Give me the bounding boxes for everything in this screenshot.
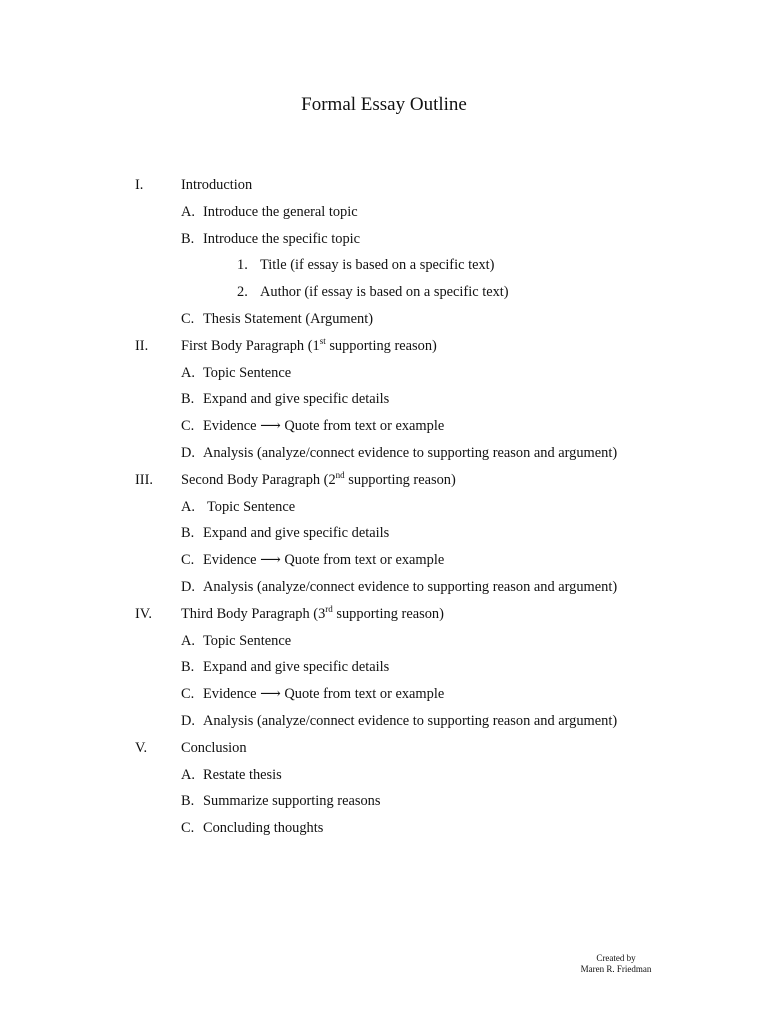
item-text: Topic Sentence: [203, 364, 292, 381]
author-credit: [560, 953, 672, 975]
outline-item: [0, 762, 768, 789]
outline-item: [0, 520, 768, 547]
item-letter: C.: [181, 820, 195, 837]
item-letter: A.: [181, 498, 195, 515]
outline-item: [0, 628, 768, 655]
outline-item: [0, 360, 768, 387]
item-letter: A.: [181, 632, 195, 649]
item-letter: C.: [181, 310, 195, 327]
outline-item: [0, 306, 768, 333]
outline-subitem: [0, 252, 768, 279]
item-text: Expand and give specific details: [203, 525, 390, 542]
item-text: Analysis (analyze/connect evidence to supporting reason and argument): [203, 578, 618, 595]
outline-item: [0, 494, 768, 521]
outline-item: [0, 681, 768, 708]
item-letter: B.: [181, 525, 195, 542]
outline-item: [0, 788, 768, 815]
outline-item: [0, 199, 768, 226]
outline-section-heading: [0, 172, 768, 199]
item-text: Evidence ⟶ Quote from text or example: [203, 686, 445, 703]
outline-section-heading: [0, 333, 768, 360]
item-text: Analysis (analyze/connect evidence to supporting reason and argument): [203, 712, 618, 729]
outline-section-heading: [0, 467, 768, 494]
item-text: Analysis (analyze/connect evidence to supporting reason and argument): [203, 444, 618, 461]
item-letter: A.: [181, 364, 195, 381]
outline-item: [0, 226, 768, 253]
section-numeral: II.: [135, 337, 149, 354]
item-text: Introduce the specific topic: [203, 230, 361, 247]
item-letter: D.: [181, 578, 195, 595]
item-text: Summarize supporting reasons: [203, 793, 381, 810]
outline-item: [0, 547, 768, 574]
outline-subitem: [0, 279, 768, 306]
section-label: Introduction: [181, 177, 253, 193]
section-numeral: III.: [135, 471, 153, 488]
outline-item: [0, 574, 768, 601]
item-text: Topic Sentence: [203, 632, 292, 649]
outline-item: [0, 386, 768, 413]
section-numeral: V.: [135, 739, 148, 756]
outline-item: [0, 708, 768, 735]
item-letter: D.: [181, 444, 195, 461]
section-numeral: IV.: [135, 605, 152, 622]
subitem-number: 1.: [237, 257, 248, 274]
item-text: Thesis Statement (Argument): [203, 310, 373, 327]
item-text: Introduce the general topic: [203, 203, 358, 220]
item-text: Topic Sentence: [207, 498, 296, 515]
item-text: Evidence ⟶ Quote from text or example: [203, 418, 445, 435]
section-label: Third Body Paragraph (3rd supporting reason): [181, 603, 444, 622]
subitem-text: Author (if essay is based on a specific text): [260, 284, 509, 301]
item-letter: B.: [181, 391, 195, 408]
item-text: Concluding thoughts: [203, 820, 324, 837]
section-label: Second Body Paragraph (2nd supporting reason): [181, 469, 456, 488]
item-text: Expand and give specific details: [203, 659, 390, 676]
section-numeral: I.: [135, 177, 144, 193]
item-letter: A.: [181, 203, 195, 220]
subitem-number: 2.: [237, 284, 248, 301]
item-letter: B.: [181, 659, 195, 676]
outline-item: [0, 440, 768, 467]
item-letter: C.: [181, 552, 195, 569]
outline-item: [0, 654, 768, 681]
item-letter: B.: [181, 230, 195, 247]
subitem-text: Title (if essay is based on a specific text): [260, 257, 495, 274]
item-letter: A.: [181, 766, 195, 783]
item-letter: C.: [181, 686, 195, 703]
item-text: Expand and give specific details: [203, 391, 390, 408]
item-letter: B.: [181, 793, 195, 810]
credit-author: Maren R. Friedman: [580, 964, 652, 974]
item-text: Restate thesis: [203, 766, 282, 783]
item-letter: C.: [181, 418, 195, 435]
outline-item: [0, 815, 768, 842]
outline-item: [0, 413, 768, 440]
item-letter: D.: [181, 712, 195, 729]
section-label: First Body Paragraph (1st supporting reason): [181, 335, 437, 354]
item-text: Evidence ⟶ Quote from text or example: [203, 552, 445, 569]
outline-section-heading: [0, 735, 768, 762]
outline: [0, 172, 768, 842]
credit-line: Created by: [596, 953, 636, 963]
section-label: Conclusion: [181, 739, 247, 756]
outline-section-heading: [0, 601, 768, 628]
page-title: Formal Essay Outline: [301, 94, 467, 115]
